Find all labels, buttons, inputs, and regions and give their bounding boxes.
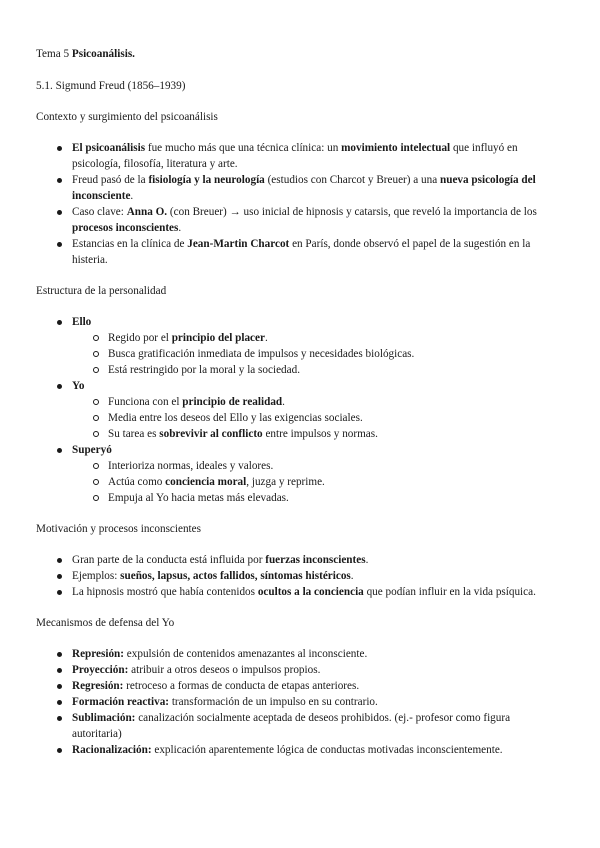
sub-list-item bbox=[108, 426, 560, 442]
bold-run: Jean-Martin Charcot bbox=[187, 238, 290, 250]
sub-list bbox=[108, 458, 560, 506]
text-run: Funciona con el bbox=[108, 396, 183, 408]
text-run: (estudios con Charcot y Breuer) a una bbox=[264, 174, 440, 186]
text-run: Estancias en la clínica de bbox=[72, 238, 188, 250]
text-run: Actúa como bbox=[108, 476, 166, 488]
document-subtitle: 5.1. Sigmund Freud (1856–1939) bbox=[36, 80, 186, 92]
bold-run: conciencia moral bbox=[165, 476, 247, 488]
sub-list-item bbox=[108, 346, 560, 362]
text-run: . bbox=[264, 332, 268, 344]
section-heading-mecanismos: Mecanismos de defensa del Yo bbox=[36, 617, 175, 629]
bold-run: sobrevivir al conflicto bbox=[159, 428, 263, 440]
bold-run: Racionalización: bbox=[72, 744, 152, 756]
list-item bbox=[72, 236, 560, 268]
sub-list-item bbox=[108, 330, 560, 346]
text-run: . bbox=[365, 554, 369, 566]
section-heading-estructura: Estructura de la personalidad bbox=[36, 285, 167, 297]
sub-list-item bbox=[108, 410, 560, 426]
title-prefix: Tema 5 bbox=[36, 48, 72, 60]
text-run: retroceso a formas de conducta de etapas anteriores. bbox=[123, 680, 360, 692]
list-item bbox=[72, 568, 560, 584]
bold-run: procesos inconscientes bbox=[72, 222, 179, 234]
bold-run: fuerzas inconscientes bbox=[265, 554, 366, 566]
list-item bbox=[72, 678, 560, 694]
list-item bbox=[72, 662, 560, 678]
bold-run: movimiento intelectual bbox=[341, 142, 451, 154]
text-run: Está restringido por la moral y la sociedad. bbox=[108, 364, 300, 376]
sub-list-item bbox=[108, 394, 560, 410]
title-bold: Psicoanálisis. bbox=[71, 48, 135, 60]
bold-run: Formación reactiva: bbox=[72, 696, 170, 708]
text-run: Media entre los deseos del Ello y las exigencias sociales. bbox=[108, 412, 363, 424]
list-item bbox=[72, 552, 560, 568]
list-item bbox=[72, 140, 560, 172]
text-run: La hipnosis mostró que había contenidos bbox=[72, 586, 258, 598]
item-label: Superyó bbox=[72, 444, 112, 456]
section-heading-motivacion: Motivación y procesos inconscientes bbox=[36, 523, 201, 535]
item-label: Ello bbox=[72, 316, 92, 328]
item-label: Yo bbox=[72, 380, 85, 392]
document-title bbox=[36, 46, 560, 62]
list-item-superyó bbox=[72, 442, 560, 506]
text-run: fue mucho más que una técnica clínica: un bbox=[145, 142, 342, 154]
text-run: Ejemplos: bbox=[72, 570, 121, 582]
bold-run: Anna O. bbox=[126, 206, 168, 218]
text-run: explicación aparentemente lógica de conductas motivadas inconscientemente. bbox=[151, 744, 503, 756]
list-mecanismos bbox=[72, 646, 560, 758]
text-run: Busca gratificación inmediata de impulsos y necesidades biológicas. bbox=[108, 348, 415, 360]
bold-run: principio del placer bbox=[171, 332, 265, 344]
text-run: transformación de un impulso en su contrario. bbox=[169, 696, 378, 708]
text-run: que influyó en psicología, filosofía, literatura y arte. bbox=[72, 142, 518, 170]
text-run: que podían influir en la vida psíquica. bbox=[363, 586, 536, 598]
text-run: , juzga y reprime. bbox=[246, 476, 325, 488]
list-item bbox=[72, 204, 560, 236]
list-item-yo bbox=[72, 378, 560, 442]
bold-run: El psicoanálisis bbox=[72, 142, 146, 154]
text-run: Caso clave: bbox=[72, 206, 127, 218]
bold-run: fisiología y la neurología bbox=[148, 174, 265, 186]
text-run: (con Breuer) → uso inicial de hipnosis y catarsis, que reveló la importancia de los bbox=[167, 206, 537, 218]
list-item bbox=[72, 646, 560, 662]
text-run: atribuir a otros deseos o impulsos propios. bbox=[128, 664, 321, 676]
bold-run: principio de realidad bbox=[182, 396, 283, 408]
list-item bbox=[72, 710, 560, 742]
text-run: Empuja al Yo hacia metas más elevadas. bbox=[108, 492, 289, 504]
text-run: . bbox=[130, 190, 134, 202]
text-run: Interioriza normas, ideales y valores. bbox=[108, 460, 274, 472]
sub-list bbox=[108, 330, 560, 378]
list-contexto bbox=[72, 140, 560, 268]
list-estructura bbox=[72, 314, 560, 506]
sub-list-item bbox=[108, 362, 560, 378]
bold-run: Regresión: bbox=[72, 680, 124, 692]
list-item bbox=[72, 584, 560, 600]
bold-run: Proyección: bbox=[72, 664, 129, 676]
list-motivacion bbox=[72, 552, 560, 600]
text-run: Freud pasó de la bbox=[72, 174, 149, 186]
list-item bbox=[72, 742, 560, 758]
text-run: entre impulsos y normas. bbox=[262, 428, 378, 440]
text-run: . bbox=[282, 396, 285, 408]
list-item bbox=[72, 172, 560, 204]
bold-run: Represión: bbox=[72, 648, 124, 660]
list-item-ello bbox=[72, 314, 560, 378]
text-run: en París, donde observó el papel de la sugestión en la histeria. bbox=[72, 238, 531, 266]
list-item bbox=[72, 694, 560, 710]
text-run: Gran parte de la conducta está influida por bbox=[72, 554, 266, 566]
sub-list bbox=[108, 394, 560, 442]
text-run: . bbox=[178, 222, 182, 234]
text-run: expulsión de contenidos amenazantes al inconsciente. bbox=[124, 648, 368, 660]
text-run: . bbox=[350, 570, 354, 582]
sub-list-item bbox=[108, 458, 560, 474]
section-heading-contexto: Contexto y surgimiento del psicoanálisis bbox=[36, 111, 218, 123]
bold-run: sueños, lapsus, actos fallidos, síntomas histéricos bbox=[120, 570, 351, 582]
text-run: Su tarea es bbox=[108, 428, 160, 440]
bold-run: Sublimación: bbox=[72, 712, 136, 724]
sub-list-item bbox=[108, 474, 560, 490]
bold-run: ocultos a la conciencia bbox=[257, 586, 364, 598]
text-run: canalización socialmente aceptada de deseos prohibidos. (ej.- profesor como figura autoritaria) bbox=[72, 712, 511, 740]
bold-run: nueva psicología del inconsciente bbox=[72, 174, 536, 202]
sub-list-item bbox=[108, 490, 560, 506]
text-run: Regido por el bbox=[108, 332, 172, 344]
